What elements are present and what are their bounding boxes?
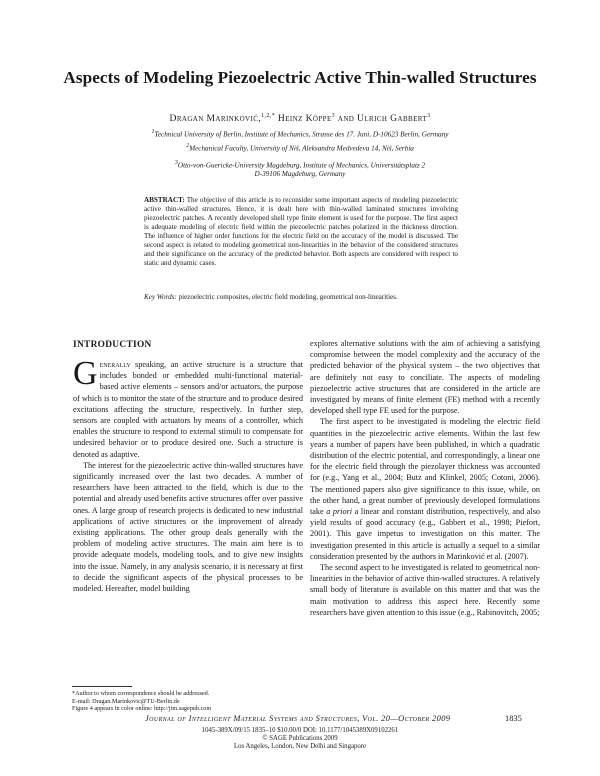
- abstract-label: ABSTRACT:: [144, 196, 185, 204]
- publication-info: 1045-389X/09/15 1835–10 $10.00/0 DOI: 10.1177/1045389X09102261 © SAGE Publications 2009 Los Angeles, London, New Delhi and Singapore: [201, 727, 399, 751]
- drop-cap: G: [73, 355, 98, 392]
- intro-paragraph-1: Generally speaking, an active structure is a structure that includes bonded or embedded multi-functional material-based active elements – sensors and/or actuators, the purpose of which is to monitor the state of the structure and to produce desired excitations affecting the structure, respectively. In further step, sensors are coupled with actuators by means of a controller, which enables the structure to respond to external stimuli to compensate for undesired behavior or to produce desired one. Such a structure is denoted as adaptive.: [73, 355, 304, 459]
- affiliation-1: $^1$Technical University of Berlin, Institute of Mechanics, Strasse des 17. Juni, D-10623 Berlin, Germany: [151, 129, 449, 139]
- italic-a-priori: a priori: [326, 507, 353, 517]
- author-2: Heinz Köppe: [277, 113, 332, 125]
- author-2-sup: 3: [331, 113, 336, 119]
- paper-title: Aspects of Modeling Piezoelectric Active Thin-walled Structures: [63, 68, 537, 87]
- intro-paragraph-4: The first aspect to be investigated is modeling the electric field quantities in the piezoelectric active elements. Within the last few years a number of papers have been published, in which a quadratic distribution of the electric potential, and correspondingly, a linear one for the electric field through the piezolayer thickness was accounted for (e.g., Yang et al., 2004; Butz and Klinkel, 2005; Cotoni, 2006). The mentioned papers also give significance to this issue, while, on the other hand, a great number of previously developed formulations take a priori a linear and constant distribution, respectively, and also yield results of good accuracy (e.g., Gabbert et al., 1998; Piefort, 2001). This gave impetus to investigation on this matter. The investigation presented in this article is actually a sequel to a similar consideration presented by the authors in Marinković et al. (2007).: [310, 417, 540, 561]
- abstract: [144, 196, 458, 268]
- author-and: and: [337, 113, 355, 125]
- affiliation-3: $^3$Otto-von-Guericke-University Magdeburg, Institute of Mechanics, Universitätsplatz 2: [174, 160, 426, 170]
- author-1-sup: 1,2,*: [261, 113, 276, 119]
- section-heading-introduction: INTRODUCTION: [73, 340, 152, 350]
- keywords: [144, 293, 464, 301]
- footnote-rule: [72, 686, 132, 687]
- intro-paragraph-3: explores alternative solutions with the aim of achieving a satisfying compromise between the model complexity and the accuracy of the predicted behavior of the physical system – the two objectives that are definitely not easy to conciliate. The aspects of modeling piezoelectric active structures that are considered in the article are investigated by means of finite element (FE) method with a recently developed shell type FE used for the purpose.: [310, 339, 540, 416]
- page-number: 1835: [505, 714, 522, 723]
- right-column: [310, 338, 540, 618]
- intro-paragraph-5: The second aspect to be investigated is related to geometrical non-linearities in the behavior of active thin-walled structures. A relatively small body of literature is available on this matter and that was the main motivation to address this aspect here. Recently some researchers have given attention to this issue (e.g., Rabinovitch, 2005;: [310, 563, 540, 617]
- author-3-sup: 3: [427, 113, 431, 119]
- footnote-1: *Author to whom correspondence should be addressed.: [72, 690, 210, 697]
- left-column: [73, 355, 304, 594]
- keywords-text: piezoelectric composites, electric field modeling, geometrical non-linearities.: [178, 293, 398, 301]
- footnote-3: Figure 4 appears in color online: http://jim.sagepub.com: [72, 705, 212, 713]
- journal-footer: Journal of Intelligent Material Systems and Structures, Vol. 20—October 2009: [145, 714, 451, 723]
- intro-paragraph-2: The interest for the piezoelectric active thin-walled structures have significantly increased over the last two decades. A number of researchers have been attracted to the field, which is due to the potential and already used benefits active structures offer over passive ones. A large group of research projects is dedicated to new industrial applications of active structures or the improvement of already existing applications. The other group deals generally with the problem of modeling active structures. The main aim here is to provide adequate models, modeling tools, and to give new insights into the issue. Namely, in any analysis scenario, it is necessary at first to decide the significant aspects of the physical processes to be modeled. Hereafter, model building: [73, 460, 303, 594]
- author-line: [0, 113, 600, 124]
- affiliation-3-cont: D-39106 Magdeburg, Germany: [254, 170, 346, 178]
- author-1: Dragan Marinković,: [169, 113, 262, 125]
- footnote-2: E-mail: Dragan.Marinkovic@TU-Berlin.de: [72, 697, 180, 705]
- author-3: Ulrich Gabbert: [357, 113, 428, 125]
- lead-small-caps: enerally: [99, 360, 131, 369]
- abstract-text: The objective of this article is to reconsider some important aspects of modeling piezoelectric active thin-walled structures. Hence, it is dealt here with thin-walled laminated structures involving piezoelectric patches. A recently developed shell type finite element is used for the purpose. The first aspect is adequate modeling of electric field within the piezoelectric patches polarized in the thickness direction. The influence of higher order functions for the electric field on the accuracy of the model is discussed. The second aspect is related to modeling geometrical non-linearities in the behavior of the considered structures and their significance on the accuracy of the predicted behavior. Both aspects are considered with respect to static and dynamic cases.: [144, 196, 458, 268]
- keywords-label: Key Words:: [144, 293, 177, 301]
- footnotes: [72, 690, 211, 713]
- affiliation-2: $^2$Mechanical Faculty, University of Niš, Aleksandra Medvedeva 14, Niš, Serbia: [186, 143, 414, 153]
